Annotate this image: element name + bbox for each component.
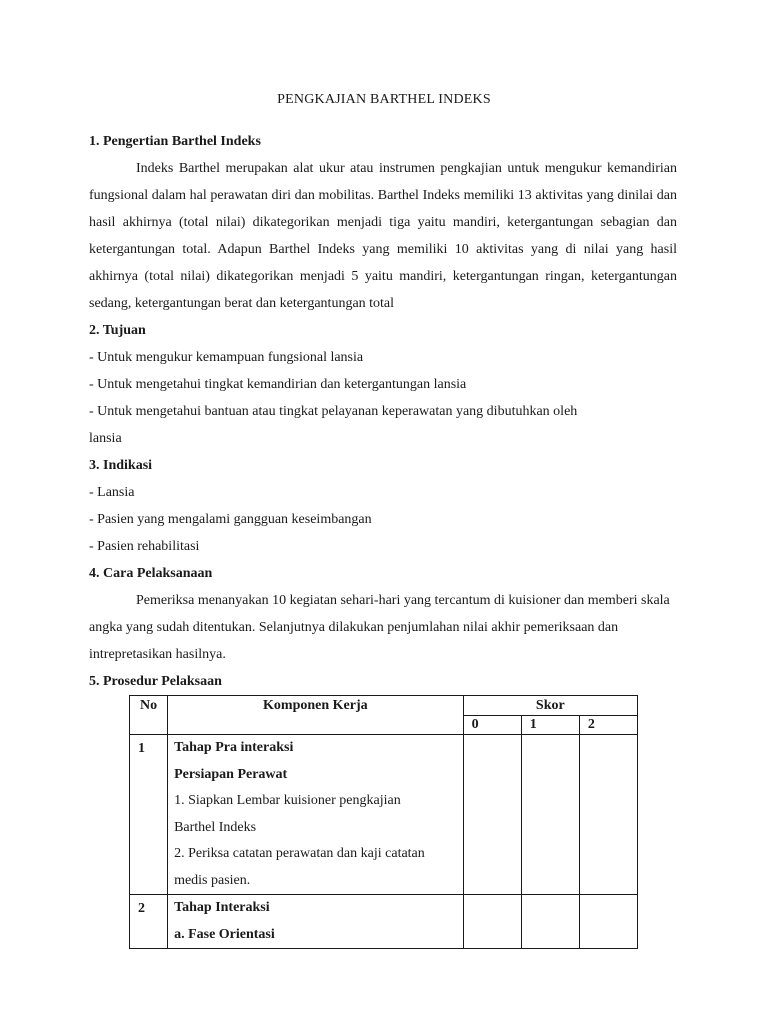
section-heading-indikasi: 3. Indikasi bbox=[89, 458, 153, 473]
indikasi-item: - Pasien yang mengalami gangguan keseimbangan bbox=[89, 512, 372, 527]
header-skor: Skor bbox=[463, 696, 637, 716]
row-stage: Tahap Interaksi bbox=[174, 900, 270, 915]
row-stage: Tahap Pra interaksi bbox=[174, 740, 294, 755]
section-prosedur bbox=[89, 668, 677, 695]
section-heading-cara-pelaksanaan: 4. Cara Pelaksanaan bbox=[89, 566, 213, 581]
section-indikasi bbox=[89, 452, 677, 560]
indikasi-item: - Pasien rehabilitasi bbox=[89, 539, 200, 554]
table-row bbox=[130, 735, 638, 895]
score-cell-0 bbox=[463, 895, 521, 949]
row-number: 2 bbox=[130, 895, 168, 949]
score-cell-1 bbox=[521, 895, 579, 949]
tujuan-item: - Untuk mengukur kemampuan fungsional lansia bbox=[89, 350, 364, 365]
header-no: No bbox=[130, 696, 168, 735]
document-title: PENGKAJIAN BARTHEL INDEKS bbox=[277, 92, 491, 107]
pengertian-paragraph: Indeks Barthel merupakan alat ukur atau instrumen pengkajian untuk mengukur kemandirian fungsional dalam hal perawatan diri dan mobilitas. Barthel Indeks memiliki 13 aktivitas yang dinilai dan hasil akhirnya (total nilai) dikategorikan menjadi tiga yaitu mandiri, ketergantungan sebagian dan ketergantungan total. Adapun Barthel Indeks yang memiliki 10 aktivitas yang di nilai yang hasil akhirnya (total nilai) dikategorikan menjadi 5 yaitu mandiri, ketergantungan ringan, ketergantungan sedang, ketergantungan berat dan ketergantungan total bbox=[89, 161, 677, 311]
tujuan-item: - Untuk mengetahui bantuan atau tingkat pelayanan keperawatan yang dibutuhkan oleh bbox=[89, 404, 578, 419]
row-step: 1. Siapkan Lembar kuisioner pengkajian bbox=[174, 793, 401, 808]
section-heading-pengertian: 1. Pengertian Barthel Indeks bbox=[89, 134, 261, 149]
section-heading-tujuan: 2. Tujuan bbox=[89, 323, 146, 338]
procedure-table bbox=[129, 695, 638, 949]
row-komponen bbox=[168, 735, 464, 895]
indikasi-item: - Lansia bbox=[89, 485, 135, 500]
header-komponen-kerja: Komponen Kerja bbox=[168, 696, 464, 735]
tujuan-item: - Untuk mengetahui tingkat kemandirian dan ketergantungan lansia bbox=[89, 377, 467, 392]
score-cell-2 bbox=[579, 735, 637, 895]
row-substage: a. Fase Orientasi bbox=[174, 926, 275, 942]
header-score-0: 0 bbox=[463, 716, 521, 735]
score-cell-0 bbox=[463, 735, 521, 895]
section-tujuan bbox=[89, 317, 677, 452]
section-pengertian bbox=[89, 128, 677, 317]
table-header-row bbox=[130, 696, 638, 716]
row-step: medis pasien. bbox=[174, 872, 251, 888]
table-row bbox=[130, 895, 638, 949]
cara-pelaksanaan-paragraph: Pemeriksa menanyakan 10 kegiatan sehari-hari yang tercantum di kuisioner dan memberi skala angka yang sudah ditentukan. Selanjutnya dilakukan penjumlahan nilai akhir pemeriksaan dan intrepretasikan hasilnya. bbox=[89, 593, 670, 662]
row-step: Barthel Indeks bbox=[174, 819, 257, 835]
section-cara-pelaksanaan bbox=[89, 560, 677, 668]
row-komponen bbox=[168, 895, 464, 949]
row-substage: Persiapan Perawat bbox=[174, 766, 288, 782]
section-heading-prosedur: 5. Prosedur Pelaksaan bbox=[89, 674, 222, 689]
row-number: 1 bbox=[130, 735, 168, 895]
score-cell-1 bbox=[521, 735, 579, 895]
row-step: 2. Periksa catatan perawatan dan kaji catatan bbox=[174, 846, 425, 861]
document-body bbox=[89, 128, 677, 695]
header-score-2: 2 bbox=[579, 716, 637, 735]
header-score-1: 1 bbox=[521, 716, 579, 735]
tujuan-item: lansia bbox=[89, 431, 122, 446]
score-cell-2 bbox=[579, 895, 637, 949]
